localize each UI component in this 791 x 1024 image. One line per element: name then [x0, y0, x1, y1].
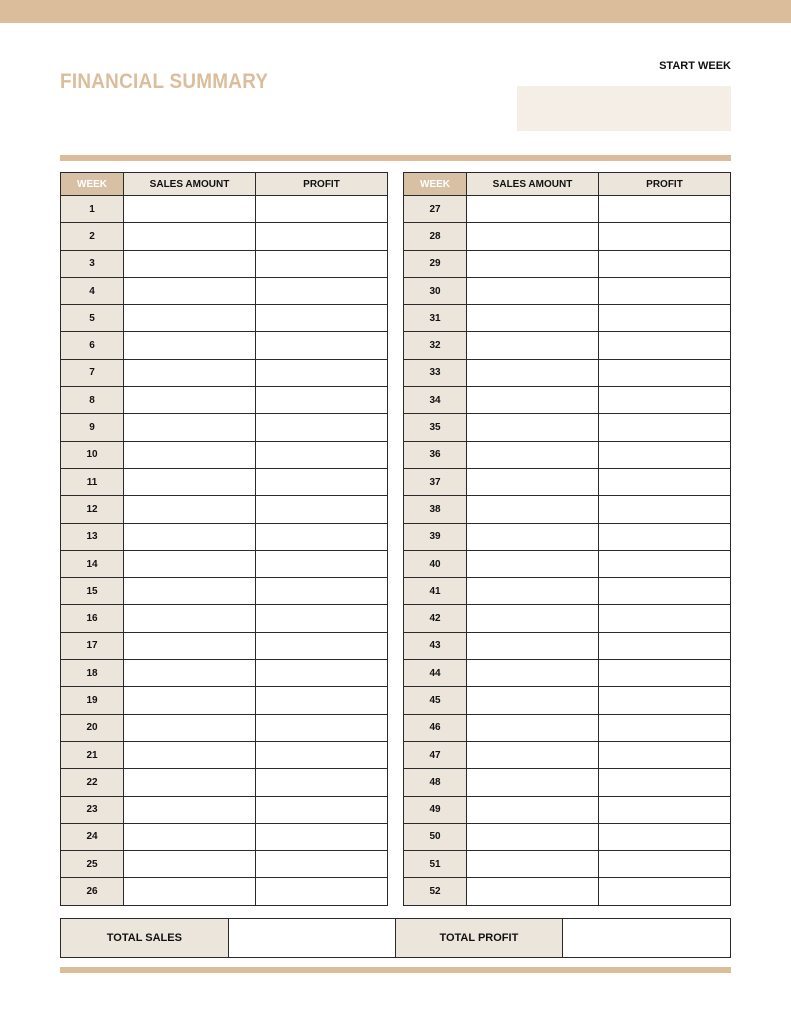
profit-cell[interactable]: [256, 414, 388, 441]
profit-cell[interactable]: [256, 359, 388, 386]
table-row: [404, 605, 731, 632]
profit-cell[interactable]: [599, 823, 731, 850]
sales-amount-cell[interactable]: [124, 714, 256, 741]
week-number: 40: [404, 550, 467, 577]
sales-amount-cell[interactable]: [467, 468, 599, 495]
divider-bottom: [60, 967, 731, 973]
week-number: 35: [404, 414, 467, 441]
profit-cell[interactable]: [599, 796, 731, 823]
profit-cell[interactable]: [599, 632, 731, 659]
table-row: [61, 468, 388, 495]
weeks-table-right: [403, 172, 731, 906]
table-row: [404, 660, 731, 687]
sales-amount-cell[interactable]: [124, 387, 256, 414]
week-number: 31: [404, 305, 467, 332]
week-number: 2: [61, 223, 124, 250]
sales-amount-cell[interactable]: [467, 714, 599, 741]
table-row: [404, 387, 731, 414]
sales-amount-cell[interactable]: [124, 359, 256, 386]
profit-cell[interactable]: [256, 523, 388, 550]
profit-cell[interactable]: [599, 741, 731, 768]
table-row: [61, 660, 388, 687]
week-number: 46: [404, 714, 467, 741]
week-number: 23: [61, 796, 124, 823]
profit-cell[interactable]: [256, 550, 388, 577]
week-number: 38: [404, 496, 467, 523]
profit-cell[interactable]: [256, 632, 388, 659]
table-row: [61, 741, 388, 768]
sales-amount-cell[interactable]: [467, 550, 599, 577]
start-week-label: START WEEK: [659, 60, 731, 72]
profit-cell[interactable]: [256, 250, 388, 277]
profit-cell[interactable]: [599, 468, 731, 495]
sales-amount-cell[interactable]: [467, 196, 599, 223]
profit-cell[interactable]: [256, 851, 388, 878]
week-number: 20: [61, 714, 124, 741]
profit-cell[interactable]: [599, 250, 731, 277]
week-number: 51: [404, 851, 467, 878]
table-row: [61, 632, 388, 659]
profit-cell[interactable]: [599, 878, 731, 905]
week-number: 41: [404, 578, 467, 605]
week-number: 50: [404, 823, 467, 850]
sales-amount-cell[interactable]: [467, 523, 599, 550]
profit-cell[interactable]: [256, 741, 388, 768]
table-row: [61, 496, 388, 523]
total-sales-field[interactable]: [229, 919, 396, 957]
sales-amount-cell[interactable]: [467, 332, 599, 359]
table-row: [61, 305, 388, 332]
week-number: 43: [404, 632, 467, 659]
total-profit-label: TOTAL PROFIT: [396, 919, 564, 957]
table-row: [404, 878, 731, 905]
week-column-header: WEEK: [404, 173, 467, 196]
sales-amount-cell[interactable]: [467, 796, 599, 823]
table-row: [404, 196, 731, 223]
table-row: [404, 523, 731, 550]
week-number: 32: [404, 332, 467, 359]
profit-cell[interactable]: [256, 660, 388, 687]
profit-cell[interactable]: [599, 550, 731, 577]
week-number: 19: [61, 687, 124, 714]
table-row: [404, 769, 731, 796]
profit-cell[interactable]: [599, 223, 731, 250]
week-number: 14: [61, 550, 124, 577]
week-number: 12: [61, 496, 124, 523]
sales-amount-cell[interactable]: [124, 468, 256, 495]
sales-amount-cell[interactable]: [467, 223, 599, 250]
sales-amount-cell[interactable]: [124, 332, 256, 359]
week-number: 15: [61, 578, 124, 605]
start-week-input[interactable]: [517, 86, 731, 131]
week-number: 7: [61, 359, 124, 386]
profit-column-header: PROFIT: [599, 173, 731, 196]
week-number: 24: [61, 823, 124, 850]
weeks-table-left: [60, 172, 388, 906]
week-number: 1: [61, 196, 124, 223]
table-row: [404, 496, 731, 523]
sales-amount-cell[interactable]: [124, 196, 256, 223]
sales-amount-cell[interactable]: [124, 523, 256, 550]
profit-cell[interactable]: [256, 441, 388, 468]
sales-amount-cell[interactable]: [124, 796, 256, 823]
profit-cell[interactable]: [599, 305, 731, 332]
table-row: [404, 250, 731, 277]
table-row: [61, 550, 388, 577]
table-row: [404, 851, 731, 878]
sales-amount-cell[interactable]: [467, 878, 599, 905]
table-row: [61, 687, 388, 714]
profit-cell[interactable]: [256, 605, 388, 632]
week-number: 44: [404, 660, 467, 687]
profit-cell[interactable]: [256, 823, 388, 850]
profit-cell[interactable]: [599, 359, 731, 386]
profit-cell[interactable]: [256, 714, 388, 741]
profit-cell[interactable]: [599, 605, 731, 632]
profit-cell[interactable]: [599, 851, 731, 878]
top-band: [0, 0, 791, 23]
profit-cell[interactable]: [599, 769, 731, 796]
sales-amount-cell[interactable]: [467, 823, 599, 850]
table-row: [61, 414, 388, 441]
table-row: [404, 277, 731, 304]
table-row: [61, 605, 388, 632]
table-row: [61, 250, 388, 277]
week-number: 21: [61, 741, 124, 768]
profit-cell[interactable]: [599, 414, 731, 441]
week-number: 25: [61, 851, 124, 878]
profit-cell[interactable]: [599, 387, 731, 414]
sales-amount-cell[interactable]: [467, 305, 599, 332]
week-number: 52: [404, 878, 467, 905]
profit-cell[interactable]: [256, 769, 388, 796]
profit-cell[interactable]: [256, 305, 388, 332]
week-number: 42: [404, 605, 467, 632]
week-number: 36: [404, 441, 467, 468]
table-row: [404, 687, 731, 714]
week-number: 33: [404, 359, 467, 386]
profit-cell[interactable]: [599, 523, 731, 550]
profit-cell[interactable]: [599, 196, 731, 223]
sales-amount-cell[interactable]: [467, 578, 599, 605]
profit-cell[interactable]: [256, 468, 388, 495]
week-number: 16: [61, 605, 124, 632]
table-row: [61, 223, 388, 250]
week-number: 13: [61, 523, 124, 550]
sales-amount-cell[interactable]: [124, 550, 256, 577]
sales-amount-cell[interactable]: [467, 632, 599, 659]
profit-cell[interactable]: [256, 387, 388, 414]
table-row: [404, 823, 731, 850]
sales-amount-cell[interactable]: [124, 605, 256, 632]
sales-column-header: SALES AMOUNT: [467, 173, 599, 196]
week-number: 11: [61, 468, 124, 495]
profit-cell[interactable]: [599, 660, 731, 687]
profit-cell[interactable]: [599, 332, 731, 359]
sales-amount-cell[interactable]: [124, 878, 256, 905]
profit-cell[interactable]: [256, 496, 388, 523]
table-row: [61, 578, 388, 605]
table-row: [404, 741, 731, 768]
profit-cell[interactable]: [256, 687, 388, 714]
table-row: [404, 359, 731, 386]
week-number: 9: [61, 414, 124, 441]
total-sales-label: TOTAL SALES: [61, 919, 229, 957]
table-row: [61, 796, 388, 823]
profit-cell[interactable]: [256, 332, 388, 359]
sales-amount-cell[interactable]: [467, 851, 599, 878]
total-profit-field[interactable]: [563, 919, 730, 957]
table-row: [61, 387, 388, 414]
table-row: [404, 796, 731, 823]
table-row: [404, 714, 731, 741]
week-number: 47: [404, 741, 467, 768]
sales-amount-cell[interactable]: [467, 250, 599, 277]
sales-column-header: SALES AMOUNT: [124, 173, 256, 196]
week-number: 5: [61, 305, 124, 332]
table-row: [404, 632, 731, 659]
page-title: FINANCIAL SUMMARY: [60, 70, 269, 93]
table-row: [404, 414, 731, 441]
sales-amount-cell[interactable]: [124, 250, 256, 277]
week-number: 26: [61, 878, 124, 905]
week-number: 45: [404, 687, 467, 714]
sales-amount-cell[interactable]: [467, 359, 599, 386]
week-number: 27: [404, 196, 467, 223]
sales-amount-cell[interactable]: [467, 277, 599, 304]
sales-amount-cell[interactable]: [124, 414, 256, 441]
sales-amount-cell[interactable]: [467, 414, 599, 441]
week-number: 48: [404, 769, 467, 796]
profit-cell[interactable]: [256, 277, 388, 304]
sales-amount-cell[interactable]: [124, 277, 256, 304]
sales-amount-cell[interactable]: [124, 441, 256, 468]
week-number: 37: [404, 468, 467, 495]
divider-top: [60, 155, 731, 161]
table-row: [61, 523, 388, 550]
week-number: 6: [61, 332, 124, 359]
sales-amount-cell[interactable]: [467, 769, 599, 796]
sales-amount-cell[interactable]: [467, 387, 599, 414]
table-row: [61, 332, 388, 359]
profit-cell[interactable]: [599, 441, 731, 468]
profit-cell[interactable]: [256, 223, 388, 250]
week-number: 3: [61, 250, 124, 277]
table-row: [61, 714, 388, 741]
week-number: 34: [404, 387, 467, 414]
week-number: 39: [404, 523, 467, 550]
sales-amount-cell[interactable]: [124, 823, 256, 850]
sales-amount-cell[interactable]: [467, 496, 599, 523]
table-row: [404, 441, 731, 468]
table-header-row: [404, 173, 731, 196]
week-number: 30: [404, 277, 467, 304]
table-row: [61, 441, 388, 468]
sales-amount-cell[interactable]: [124, 496, 256, 523]
table-row: [61, 277, 388, 304]
profit-cell[interactable]: [256, 878, 388, 905]
week-number: 8: [61, 387, 124, 414]
totals-row: [60, 918, 731, 958]
week-number: 10: [61, 441, 124, 468]
table-row: [61, 196, 388, 223]
sales-amount-cell[interactable]: [124, 687, 256, 714]
week-number: 17: [61, 632, 124, 659]
profit-cell[interactable]: [599, 277, 731, 304]
week-number: 29: [404, 250, 467, 277]
table-row: [404, 550, 731, 577]
sales-amount-cell[interactable]: [124, 223, 256, 250]
profit-cell[interactable]: [599, 714, 731, 741]
sales-amount-cell[interactable]: [124, 632, 256, 659]
profit-cell[interactable]: [256, 796, 388, 823]
table-row: [404, 223, 731, 250]
sales-amount-cell[interactable]: [467, 605, 599, 632]
week-column-header: WEEK: [61, 173, 124, 196]
table-row: [404, 305, 731, 332]
table-row: [61, 823, 388, 850]
table-row: [61, 769, 388, 796]
sales-amount-cell[interactable]: [124, 851, 256, 878]
sales-amount-cell[interactable]: [467, 660, 599, 687]
table-row: [404, 468, 731, 495]
week-number: 49: [404, 796, 467, 823]
sales-amount-cell[interactable]: [467, 687, 599, 714]
profit-cell[interactable]: [599, 687, 731, 714]
week-number: 22: [61, 769, 124, 796]
table-row: [404, 332, 731, 359]
week-number: 28: [404, 223, 467, 250]
profit-cell[interactable]: [599, 496, 731, 523]
sales-amount-cell[interactable]: [467, 441, 599, 468]
profit-column-header: PROFIT: [256, 173, 388, 196]
sales-amount-cell[interactable]: [124, 769, 256, 796]
table-row: [61, 878, 388, 905]
profit-cell[interactable]: [256, 196, 388, 223]
sales-amount-cell[interactable]: [124, 660, 256, 687]
table-header-row: [61, 173, 388, 196]
profit-cell[interactable]: [256, 578, 388, 605]
table-row: [404, 578, 731, 605]
week-number: 4: [61, 277, 124, 304]
sales-amount-cell[interactable]: [124, 741, 256, 768]
sales-amount-cell[interactable]: [124, 578, 256, 605]
table-row: [61, 359, 388, 386]
table-row: [61, 851, 388, 878]
profit-cell[interactable]: [599, 578, 731, 605]
sales-amount-cell[interactable]: [467, 741, 599, 768]
week-number: 18: [61, 660, 124, 687]
sales-amount-cell[interactable]: [124, 305, 256, 332]
